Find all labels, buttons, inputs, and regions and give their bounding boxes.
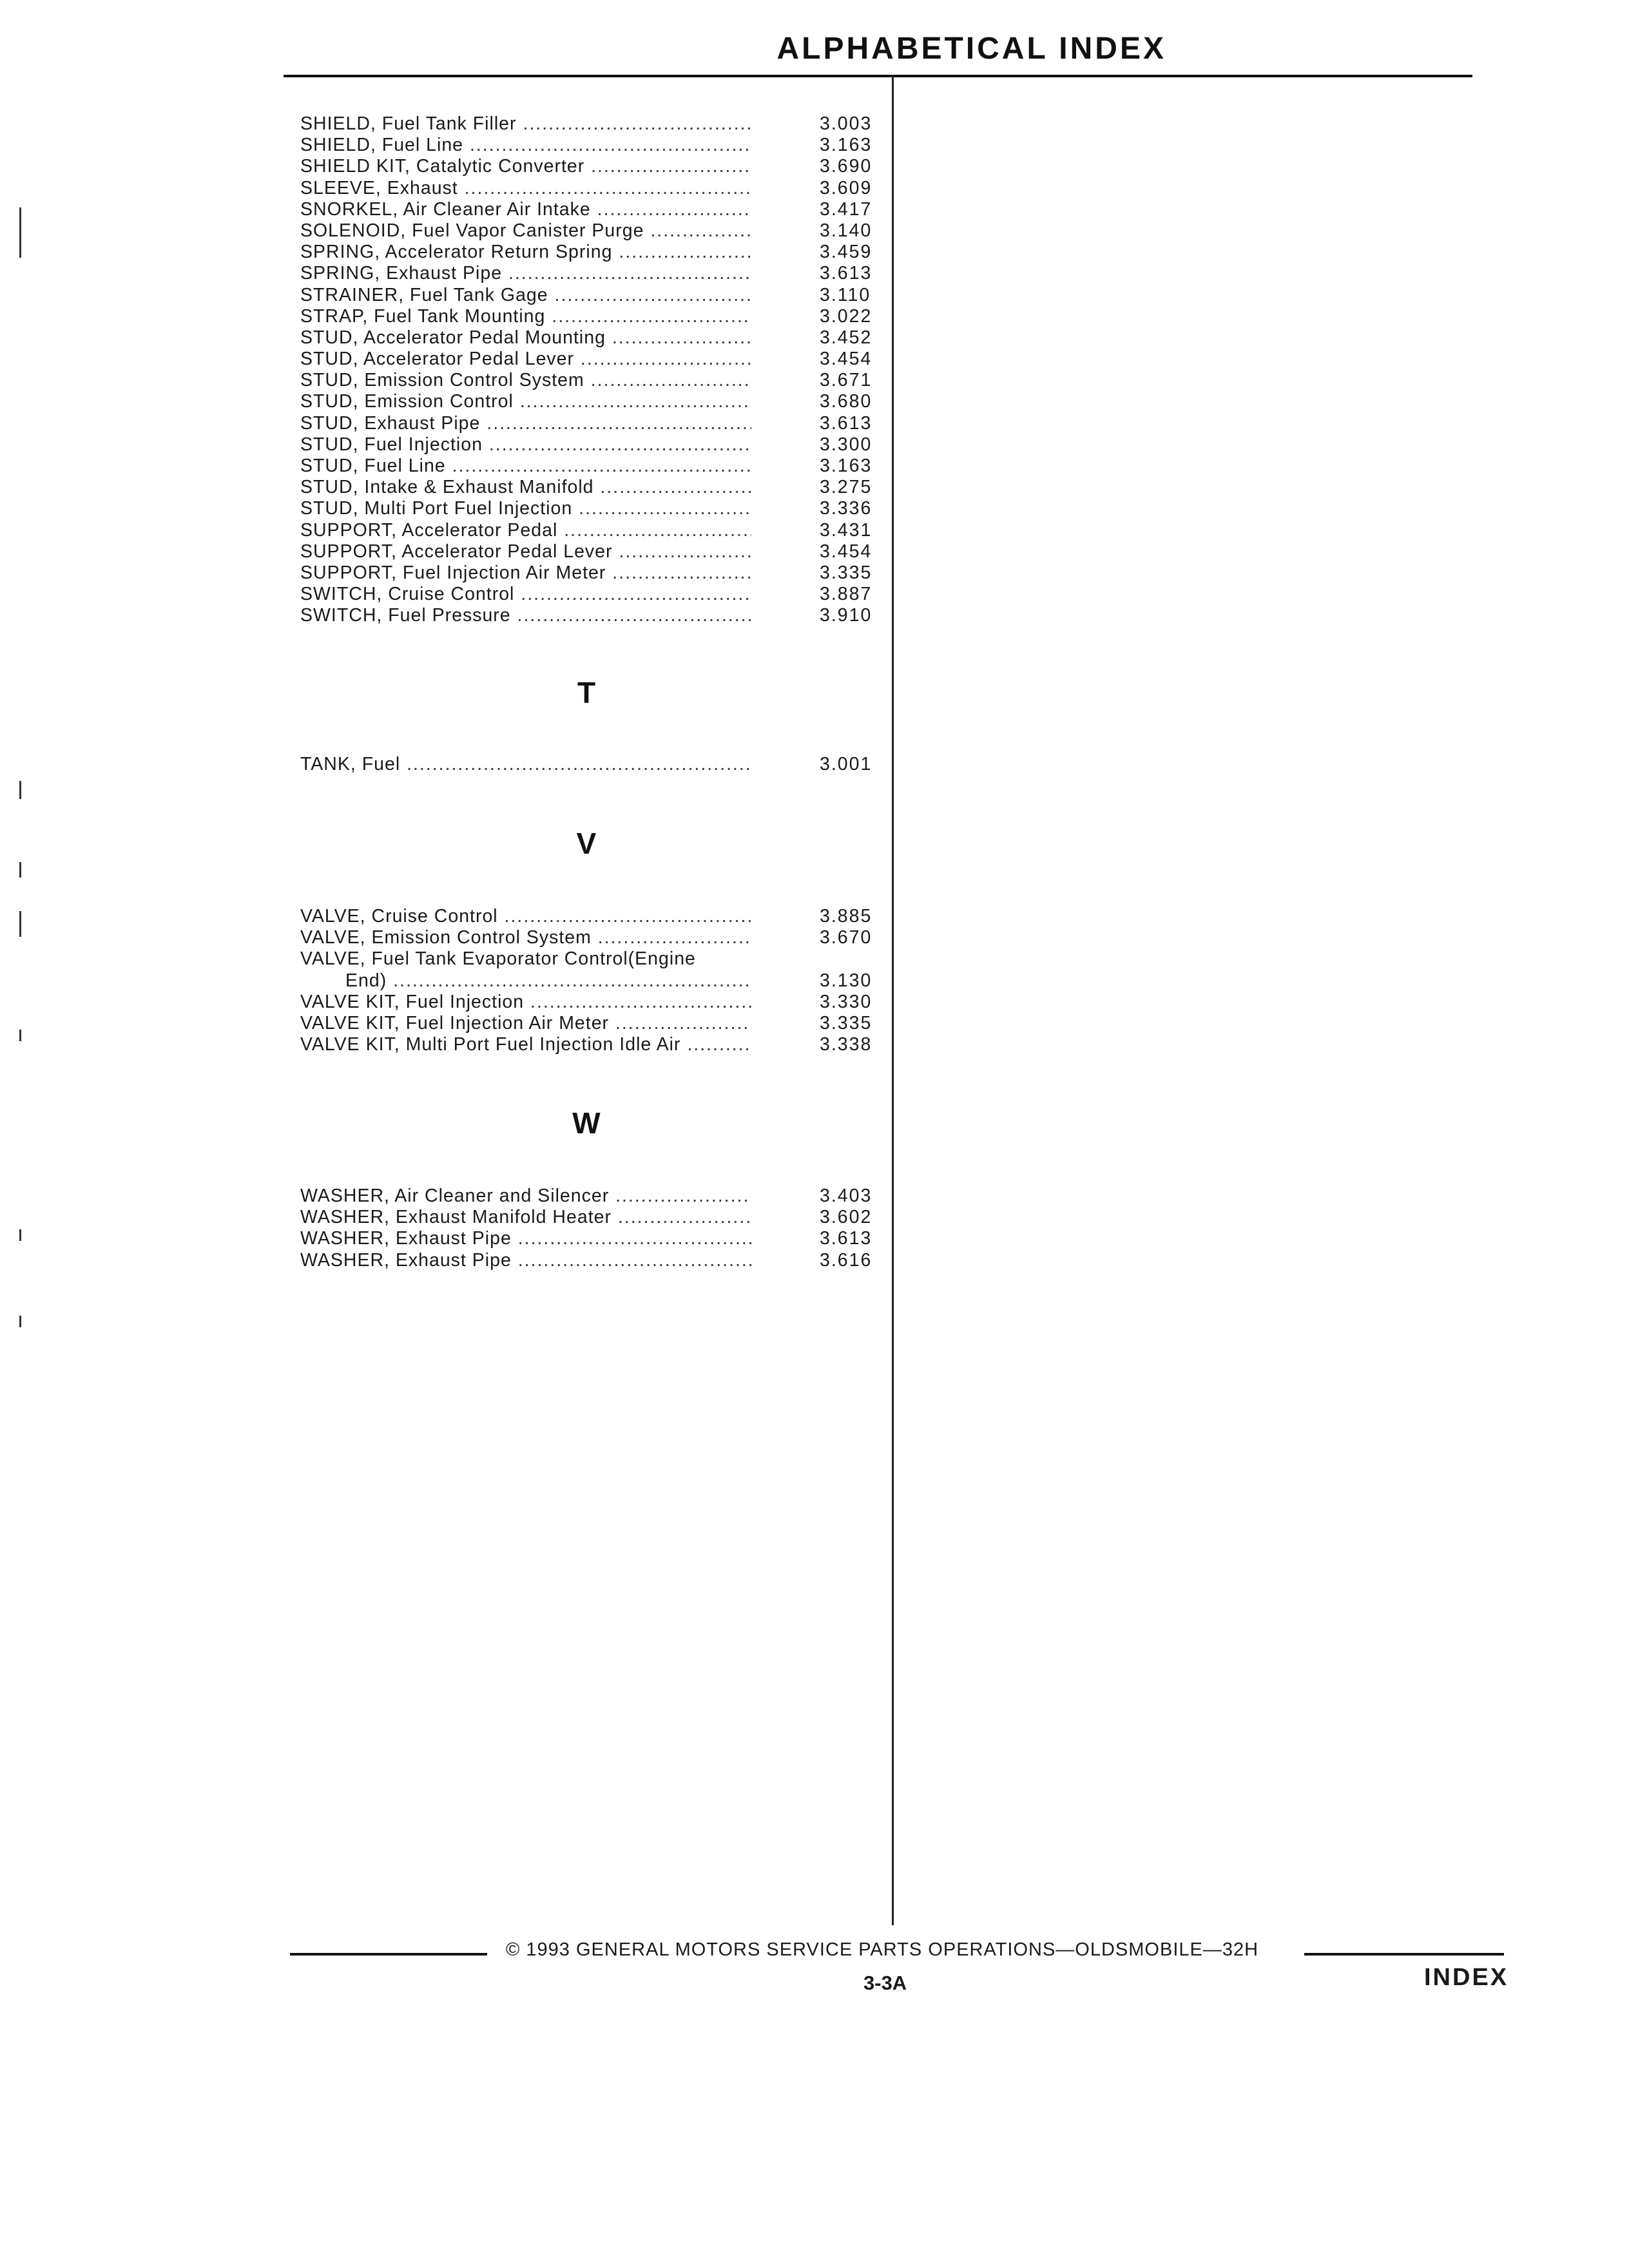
entry-text-continued: End) ..... xyxy=(345,970,751,992)
entry-reference: 3.690 xyxy=(820,156,872,177)
index-entry xyxy=(300,927,893,948)
index-entry xyxy=(300,605,893,626)
entry-reference: 3.330 xyxy=(820,991,872,1012)
index-entry xyxy=(300,306,893,327)
entry-text: SPRING, Accelerator Return Spring ..... xyxy=(300,242,751,263)
entry-text: VALVE KIT, Fuel Injection ..... xyxy=(300,992,751,1013)
index-section-t xyxy=(300,754,893,775)
entry-text: WASHER, Exhaust Manifold Heater ..... xyxy=(300,1207,751,1228)
index-entry xyxy=(300,498,893,519)
entry-reference: 3.403 xyxy=(820,1186,872,1206)
entry-reference: 3.454 xyxy=(820,541,872,562)
footer-index-label: INDEX xyxy=(1424,1964,1509,1991)
entry-text: STUD, Emission Control ..... xyxy=(300,391,751,412)
entry-reference: 3.001 xyxy=(820,754,872,774)
scan-mark xyxy=(19,207,21,258)
index-entry xyxy=(300,220,893,242)
entry-reference: 3.459 xyxy=(820,242,872,263)
entry-text: STUD, Multi Port Fuel Injection ..... xyxy=(300,498,751,519)
entry-text: SPRING, Exhaust Pipe ..... xyxy=(300,263,751,284)
entry-text: WASHER, Exhaust Pipe ..... xyxy=(300,1250,751,1271)
index-entry xyxy=(300,434,893,456)
entry-text: STUD, Fuel Line ..... xyxy=(300,456,751,477)
entry-text: SLEEVE, Exhaust ..... xyxy=(300,178,751,199)
entry-text: SNORKEL, Air Cleaner Air Intake ..... xyxy=(300,199,751,220)
entry-reference: 3.417 xyxy=(820,198,872,220)
index-list xyxy=(300,906,893,1055)
index-entry xyxy=(300,135,893,156)
entry-text: SHIELD, Fuel Line ..... xyxy=(300,135,751,156)
index-section-w xyxy=(300,1186,893,1271)
entry-reference: 3.613 xyxy=(820,412,872,434)
header-rule xyxy=(284,75,1472,77)
entry-reference: 3.609 xyxy=(820,177,872,198)
section-letter-w: W xyxy=(572,1106,601,1140)
entry-reference: 3.616 xyxy=(820,1249,872,1271)
entry-reference: 3.275 xyxy=(820,477,872,498)
index-entry xyxy=(300,391,893,412)
entry-reference: 3.431 xyxy=(820,519,872,541)
entry-reference: 3.602 xyxy=(820,1207,872,1228)
entry-text: STRAP, Fuel Tank Mounting ..... xyxy=(300,306,751,327)
index-entry xyxy=(300,370,893,391)
entry-text: SHIELD, Fuel Tank Filler ..... xyxy=(300,113,751,135)
entry-reference: 3.140 xyxy=(820,220,872,241)
entry-reference: 3.887 xyxy=(820,584,872,605)
entry-reference: 3.300 xyxy=(820,434,872,455)
index-entry xyxy=(300,349,893,370)
index-entry xyxy=(300,242,893,263)
index-entry xyxy=(300,1034,893,1055)
index-entry xyxy=(300,754,893,775)
entry-reference: 3.680 xyxy=(820,391,872,412)
entry-text: VALVE, Cruise Control ..... xyxy=(300,906,751,927)
index-entry xyxy=(300,178,893,199)
footer-rule-left xyxy=(290,1953,487,1956)
index-entry xyxy=(300,541,893,562)
entry-text: STUD, Exhaust Pipe ..... xyxy=(300,413,751,434)
index-list xyxy=(300,1186,893,1271)
page-number: 3-3A xyxy=(863,1972,907,1994)
index-entry xyxy=(300,413,893,434)
entry-reference: 3.163 xyxy=(820,456,872,476)
index-entry xyxy=(300,584,893,605)
index-entry xyxy=(300,1207,893,1228)
entry-reference: 3.338 xyxy=(820,1034,872,1055)
index-entry xyxy=(300,285,893,306)
entry-text: SUPPORT, Fuel Injection Air Meter ..... xyxy=(300,562,751,584)
index-entry xyxy=(300,992,893,1013)
entry-text: SUPPORT, Accelerator Pedal Lever ..... xyxy=(300,541,751,562)
index-entry xyxy=(300,263,893,284)
section-letter-v: V xyxy=(576,827,597,860)
index-section-v xyxy=(300,906,893,1055)
entry-text: VALVE, Emission Control System ..... xyxy=(300,927,751,948)
footer-copyright: © 1993 GENERAL MOTORS SERVICE PARTS OPERATIONS—OLDSMOBILE—32H xyxy=(506,1939,1259,1960)
entry-text: VALVE KIT, Multi Port Fuel Injection Idle Air ..... xyxy=(300,1034,751,1055)
index-entry xyxy=(300,520,893,541)
index-entry xyxy=(300,1186,893,1207)
entry-reference: 3.022 xyxy=(820,305,872,327)
index-section-s xyxy=(300,113,893,627)
entry-text: STRAINER, Fuel Tank Gage ..... xyxy=(300,285,751,306)
index-entry xyxy=(300,113,893,135)
entry-text: SHIELD KIT, Catalytic Converter ..... xyxy=(300,156,751,177)
entry-text: WASHER, Exhaust Pipe ..... xyxy=(300,1228,751,1249)
entry-text: STUD, Accelerator Pedal Lever ..... xyxy=(300,349,751,370)
index-list xyxy=(300,113,893,627)
entry-reference: 3.336 xyxy=(820,498,872,519)
entry-reference: 3.885 xyxy=(820,906,872,927)
entry-text: TANK, Fuel ..... xyxy=(300,754,751,775)
entry-reference: 3.163 xyxy=(820,135,872,156)
entry-reference: 3.110 xyxy=(820,284,871,305)
section-letter-t: T xyxy=(577,676,596,709)
entry-text: SOLENOID, Fuel Vapor Canister Purge ..... xyxy=(300,220,751,242)
entry-text: STUD, Fuel Injection ..... xyxy=(300,434,751,456)
index-entry xyxy=(300,199,893,220)
scan-mark xyxy=(19,1229,21,1241)
index-entry xyxy=(300,477,893,498)
entry-reference: 3.613 xyxy=(820,263,872,284)
entry-reference: 3.003 xyxy=(820,113,872,134)
entry-reference: 3.130 xyxy=(820,970,872,991)
entry-text: SWITCH, Cruise Control ..... xyxy=(300,584,751,605)
entry-reference: 3.454 xyxy=(820,349,872,370)
index-list xyxy=(300,754,893,775)
entry-reference: 3.613 xyxy=(820,1228,872,1249)
index-entry xyxy=(300,327,893,349)
entry-reference: 3.335 xyxy=(820,562,872,583)
scan-mark xyxy=(19,862,21,878)
entry-reference: 3.452 xyxy=(820,327,872,348)
scan-mark xyxy=(19,1030,21,1041)
index-entry xyxy=(300,906,893,927)
entry-reference: 3.335 xyxy=(820,1012,872,1033)
entry-reference: 3.671 xyxy=(820,370,872,391)
index-entry xyxy=(300,948,893,991)
scan-mark xyxy=(19,781,21,799)
scan-mark xyxy=(19,1316,21,1327)
index-entry xyxy=(300,1228,893,1249)
entry-text: SWITCH, Fuel Pressure ..... xyxy=(300,605,751,626)
index-entry xyxy=(300,562,893,584)
index-entry xyxy=(300,1013,893,1034)
entry-text: WASHER, Air Cleaner and Silencer ..... xyxy=(300,1186,751,1207)
footer-rule-right xyxy=(1304,1953,1504,1956)
entry-reference: 3.670 xyxy=(820,927,872,948)
entry-text: STUD, Intake & Exhaust Manifold ..... xyxy=(300,477,751,498)
page-title: ALPHABETICAL INDEX xyxy=(776,32,1166,66)
entry-text: VALVE KIT, Fuel Injection Air Meter ..... xyxy=(300,1013,751,1034)
index-entry xyxy=(300,156,893,177)
entry-reference: 3.910 xyxy=(820,605,872,626)
entry-text: STUD, Accelerator Pedal Mounting ..... xyxy=(300,327,751,349)
index-entry xyxy=(300,456,893,477)
entry-text: STUD, Emission Control System ..... xyxy=(300,370,751,391)
entry-text: VALVE, Fuel Tank Evaporator Control(Engine xyxy=(300,948,696,970)
index-entry xyxy=(300,1250,893,1271)
scan-mark xyxy=(19,911,21,937)
entry-text: SUPPORT, Accelerator Pedal ..... xyxy=(300,520,751,541)
